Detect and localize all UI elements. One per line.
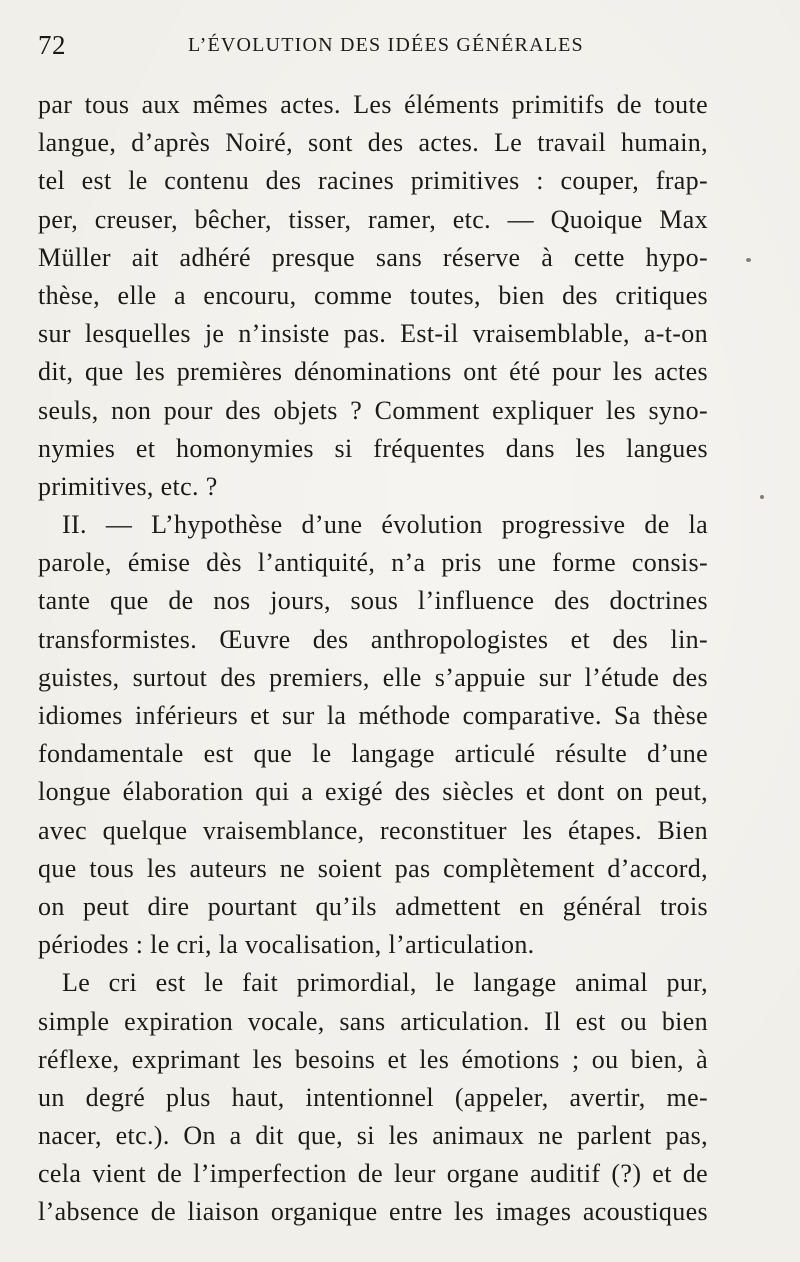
text-line: longue élaboration qui a exigé des siècles et dont on peut,	[38, 777, 708, 807]
text-line: nacer, etc.). On a dit que, si les animaux ne parlent pas,	[38, 1121, 708, 1151]
text-line: un degré plus haut, intentionnel (appeler, avertir, me-	[38, 1082, 708, 1112]
text-line: simple expiration vocale, sans articulation. Il est ou bien	[38, 1006, 708, 1036]
text-line: langue, d’après Noiré, sont des actes. Le travail humain,	[38, 128, 708, 158]
text-line: fondamentale est que le langage articulé résulte d’une	[38, 739, 708, 769]
text-line: idiomes inférieurs et sur la méthode comparative. Sa thèse	[38, 701, 708, 730]
text-line: nymies et homonymies si fréquentes dans les langues	[38, 433, 708, 463]
text-line: on peut dire pourtant qu’ils admettent en général trois	[38, 891, 708, 921]
body-text	[38, 86, 708, 1232]
text-line: thèse, elle a encouru, comme toutes, bien des critiques	[38, 280, 708, 310]
text-line: per, creuser, bêcher, tisser, ramer, etc. — Quoique Max	[38, 204, 708, 234]
text-line: l’absence de liaison organique entre les images acoustiques	[38, 1197, 708, 1227]
text-line: transformistes. Œuvre des anthropologistes et des lin-	[38, 624, 708, 654]
text-line: avec quelque vraisemblance, reconstituer les étapes. Bien	[38, 815, 708, 845]
text-line: Le cri est le fait primordial, le langage animal pur,	[62, 968, 708, 998]
text-line: guistes, surtout des premiers, elle s’appuie sur l’étude des	[38, 662, 708, 692]
page-header	[38, 30, 708, 62]
text-line: réflexe, exprimant les besoins et les émotions ; ou bien, à	[38, 1044, 708, 1074]
text-line: tel est le contenu des racines primitives : couper, frap-	[38, 166, 708, 196]
text-line: par tous aux mêmes actes. Les éléments primitifs de toute	[38, 90, 708, 119]
text-line: sur lesquelles je n’insiste pas. Est-il vraisemblable, a-t-on	[38, 319, 708, 349]
text-line: que tous les auteurs ne soient pas complètement d’accord,	[38, 853, 708, 883]
text-line: périodes : le cri, la vocalisation, l’articulation.	[38, 930, 535, 960]
margin-speck	[746, 258, 751, 262]
page-number: 72	[38, 30, 66, 60]
text-line: dit, que les premières dénominations ont été pour les actes	[38, 357, 708, 387]
text-line: seuls, non pour des objets ? Comment expliquer les syno-	[38, 395, 708, 425]
running-title: L’ÉVOLUTION DES IDÉES GÉNÉRALES	[188, 34, 584, 56]
text-line: parole, émise dès l’antiquité, n’a pris une forme consis-	[38, 548, 708, 578]
text-line: cela vient de l’imperfection de leur organe auditif (?) et de	[38, 1159, 708, 1189]
text-line: Müller ait adhéré presque sans réserve à cette hypo-	[38, 242, 708, 272]
margin-speck	[760, 495, 764, 499]
text-line: II. — L’hypothèse d’une évolution progressive de la	[62, 510, 708, 540]
text-line: primitives, etc. ?	[38, 471, 218, 501]
text-line: tante que de nos jours, sous l’influence des doctrines	[38, 586, 708, 616]
